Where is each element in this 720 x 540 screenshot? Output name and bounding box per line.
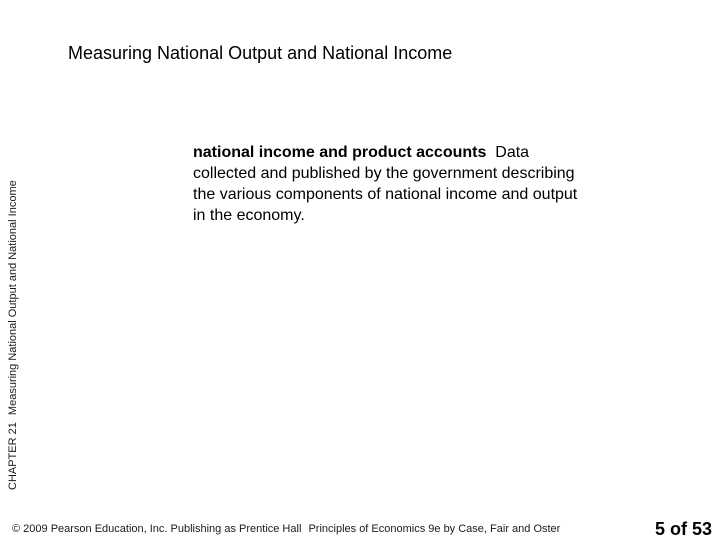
chapter-title: Measuring National Output and National Income bbox=[7, 180, 19, 416]
definition-text: Data collected and published by the government describing the various components of national income and output in the economy. bbox=[193, 144, 578, 224]
footer bbox=[12, 522, 560, 536]
copyright-text: © 2009 Pearson Education, Inc. Publishing as Prentice Hall bbox=[12, 523, 302, 535]
chapter-sidebar-label bbox=[6, 130, 20, 490]
chapter-number: CHAPTER 21 bbox=[7, 422, 19, 490]
slide-title: Measuring National Output and National Income bbox=[68, 43, 453, 63]
page-number: 5 of 53 bbox=[655, 519, 713, 539]
definition-block bbox=[193, 142, 583, 226]
definition-term: national income and product accounts bbox=[193, 144, 487, 161]
book-citation: Principles of Economics 9e by Case, Fair and Oster bbox=[308, 523, 561, 535]
